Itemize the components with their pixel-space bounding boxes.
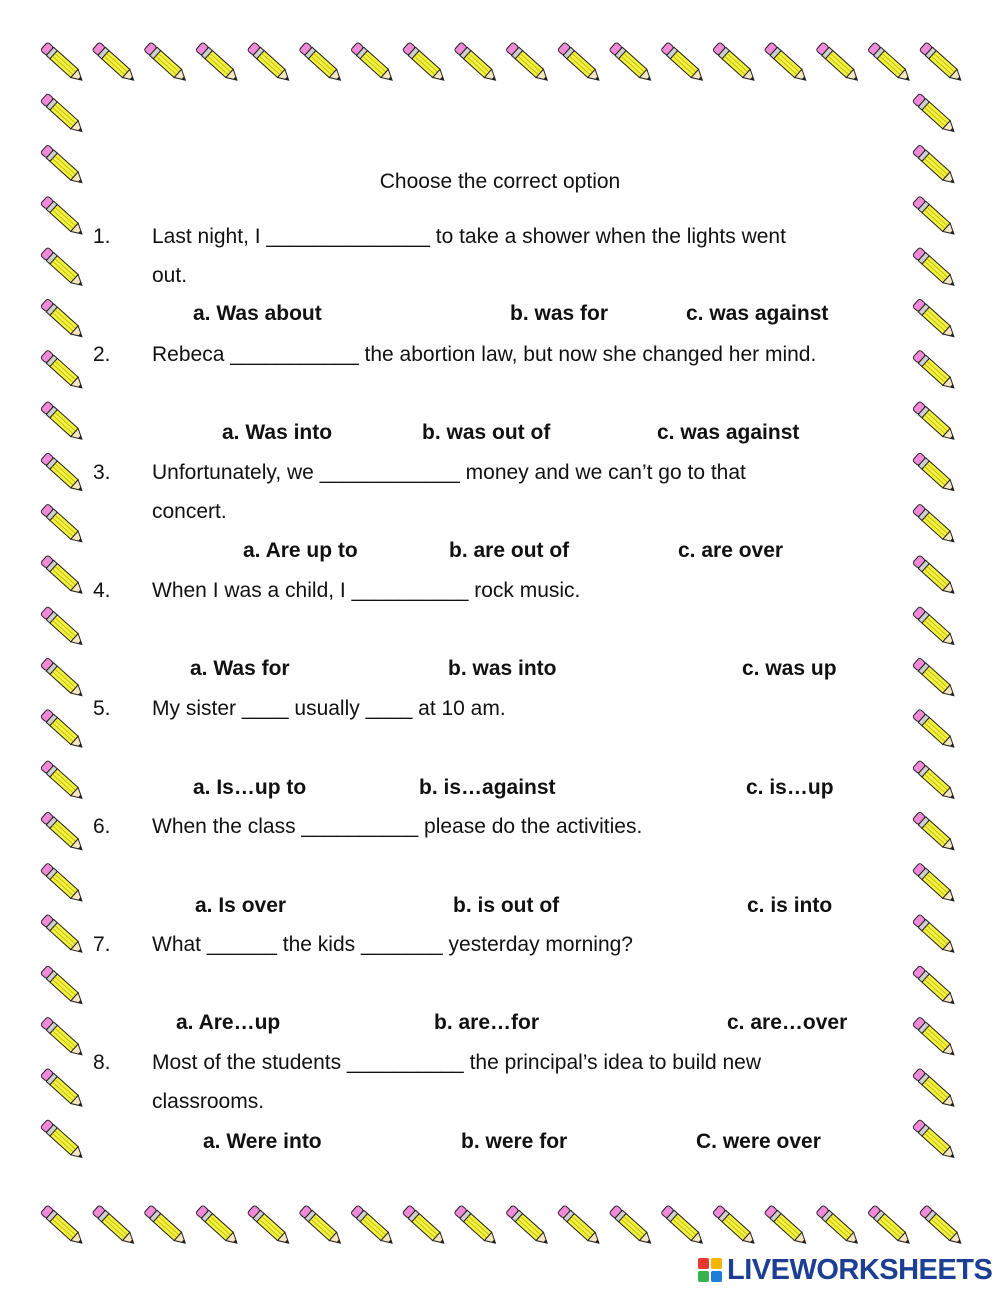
pencil-icon: [40, 1205, 85, 1247]
question-text: out.: [152, 264, 188, 287]
pencil-icon: [912, 914, 957, 956]
liveworksheets-logo-icon: [698, 1258, 722, 1282]
answer-option[interactable]: a. Was about: [193, 302, 322, 325]
question-number: 2.: [93, 343, 111, 366]
pencil-icon: [40, 863, 85, 905]
pencil-icon: [816, 1205, 861, 1247]
pencil-icon: [351, 1205, 396, 1247]
question-text: Unfortunately, we ____________ money and we can’t go to that: [152, 461, 746, 484]
answer-option[interactable]: c. is into: [747, 894, 833, 917]
answer-option[interactable]: a. Were into: [203, 1130, 322, 1153]
pencil-icon: [144, 42, 189, 84]
pencil-icon: [912, 811, 957, 853]
pencil-icon: [912, 555, 957, 597]
pencil-icon: [40, 1017, 85, 1059]
question-text: When I was a child, I __________ rock music.: [152, 579, 581, 602]
pencil-icon: [912, 350, 957, 392]
pencil-icon: [912, 606, 957, 648]
answer-option[interactable]: a. Was for: [190, 657, 290, 680]
pencil-icon: [912, 196, 957, 238]
answer-option[interactable]: C. were over: [696, 1130, 821, 1153]
answer-option[interactable]: a. Are up to: [243, 539, 358, 562]
answer-option[interactable]: c. is…up: [746, 776, 834, 799]
pencil-icon: [661, 1205, 706, 1247]
pencil-icon: [92, 42, 137, 84]
pencil-icon: [609, 1205, 654, 1247]
question-number: 5.: [93, 697, 111, 720]
question-number: 4.: [93, 579, 111, 602]
question-number: 6.: [93, 815, 111, 838]
pencil-icon: [912, 504, 957, 546]
pencil-icon: [661, 42, 706, 84]
pencil-icon: [40, 965, 85, 1007]
pencil-icon: [557, 42, 602, 84]
pencil-icon: [40, 606, 85, 648]
pencil-icon: [912, 760, 957, 802]
pencil-icon: [195, 42, 240, 84]
answer-option[interactable]: b. was out of: [422, 421, 551, 444]
answer-option[interactable]: c. was against: [657, 421, 800, 444]
pencil-icon: [144, 1205, 189, 1247]
brand-name: LIVEWORKSHEETS: [727, 1253, 993, 1286]
question-text: classrooms.: [152, 1090, 265, 1113]
answer-option[interactable]: a. Was into: [222, 421, 333, 444]
pencil-icon: [912, 1068, 957, 1110]
answer-option[interactable]: c. are over: [678, 539, 784, 562]
logo-square-yellow: [711, 1258, 722, 1269]
pencil-icon: [40, 247, 85, 289]
pencil-icon: [299, 42, 344, 84]
pencil-icon: [40, 760, 85, 802]
answer-option[interactable]: b. was for: [510, 302, 609, 325]
pencil-icon: [912, 1017, 957, 1059]
answer-option[interactable]: b. is out of: [453, 894, 560, 917]
logo-square-blue: [711, 1271, 722, 1282]
question-text: When the class __________ please do the activities.: [152, 815, 643, 838]
question-number: 3.: [93, 461, 111, 484]
pencil-icon: [40, 658, 85, 700]
pencil-icon: [454, 1205, 499, 1247]
pencil-icon: [454, 42, 499, 84]
logo-square-green: [698, 1271, 709, 1282]
pencil-icon: [868, 42, 913, 84]
answer-option[interactable]: a. Are…up: [176, 1011, 281, 1034]
pencil-icon: [506, 42, 551, 84]
answer-option[interactable]: b. were for: [461, 1130, 568, 1153]
pencil-icon: [40, 401, 85, 443]
answer-option[interactable]: b. are…for: [434, 1011, 540, 1034]
pencil-icon: [40, 42, 85, 84]
question-number: 7.: [93, 933, 111, 956]
question-text: Last night, I ______________ to take a shower when the lights went: [152, 225, 786, 248]
pencil-icon: [557, 1205, 602, 1247]
answer-option[interactable]: a. Is…up to: [193, 776, 307, 799]
answer-option[interactable]: c. was up: [742, 657, 837, 680]
question-text: My sister ____ usually ____ at 10 am.: [152, 697, 506, 720]
pencil-icon: [506, 1205, 551, 1247]
pencil-icon: [712, 1205, 757, 1247]
pencil-icon: [764, 42, 809, 84]
answer-option[interactable]: b. are out of: [449, 539, 570, 562]
pencil-icon: [40, 196, 85, 238]
pencil-icon: [40, 452, 85, 494]
pencil-icon: [351, 42, 396, 84]
pencil-icon: [912, 709, 957, 751]
answer-option[interactable]: c. are…over: [727, 1011, 848, 1034]
answer-option[interactable]: b. is…against: [419, 776, 556, 799]
pencil-icon: [912, 1119, 957, 1161]
pencil-icon: [912, 452, 957, 494]
pencil-icon: [40, 811, 85, 853]
pencil-icon: [919, 42, 964, 84]
liveworksheets-logo: [698, 1254, 992, 1286]
pencil-icon: [299, 1205, 344, 1247]
pencil-icon: [912, 401, 957, 443]
pencil-icon: [40, 350, 85, 392]
answer-option[interactable]: a. Is over: [195, 894, 287, 917]
pencil-icon: [40, 709, 85, 751]
pencil-icon: [402, 42, 447, 84]
pencil-icon: [195, 1205, 240, 1247]
pencil-icon: [912, 247, 957, 289]
question-number: 1.: [93, 225, 111, 248]
pencil-icon: [40, 93, 85, 135]
question-number: 8.: [93, 1051, 111, 1074]
worksheet-title: Choose the correct option: [379, 170, 621, 193]
answer-option[interactable]: b. was into: [448, 657, 557, 680]
pencil-icon: [92, 1205, 137, 1247]
pencil-icon: [912, 93, 957, 135]
pencil-icon: [40, 504, 85, 546]
pencil-icon: [912, 863, 957, 905]
question-text: Rebeca ___________ the abortion law, but now she changed her mind.: [152, 343, 817, 366]
pencil-icon: [402, 1205, 447, 1247]
pencil-icon: [40, 1119, 85, 1161]
pencil-icon: [912, 298, 957, 340]
pencil-icon: [40, 555, 85, 597]
pencil-icon: [247, 42, 292, 84]
question-text: What ______ the kids _______ yesterday morning?: [152, 933, 633, 956]
pencil-icon: [40, 914, 85, 956]
pencil-icon: [816, 42, 861, 84]
pencil-icon: [40, 298, 85, 340]
pencil-icon: [919, 1205, 964, 1247]
pencil-icon: [912, 658, 957, 700]
question-text: Most of the students __________ the principal’s idea to build new: [152, 1051, 762, 1074]
pencil-icon: [40, 1068, 85, 1110]
pencil-icon: [712, 42, 757, 84]
logo-square-red: [698, 1258, 709, 1269]
answer-option[interactable]: c. was against: [686, 302, 829, 325]
question-text: concert.: [152, 500, 227, 523]
pencil-icon: [609, 42, 654, 84]
pencil-icon: [868, 1205, 913, 1247]
pencil-icon: [912, 965, 957, 1007]
pencil-icon: [764, 1205, 809, 1247]
pencil-icon: [247, 1205, 292, 1247]
